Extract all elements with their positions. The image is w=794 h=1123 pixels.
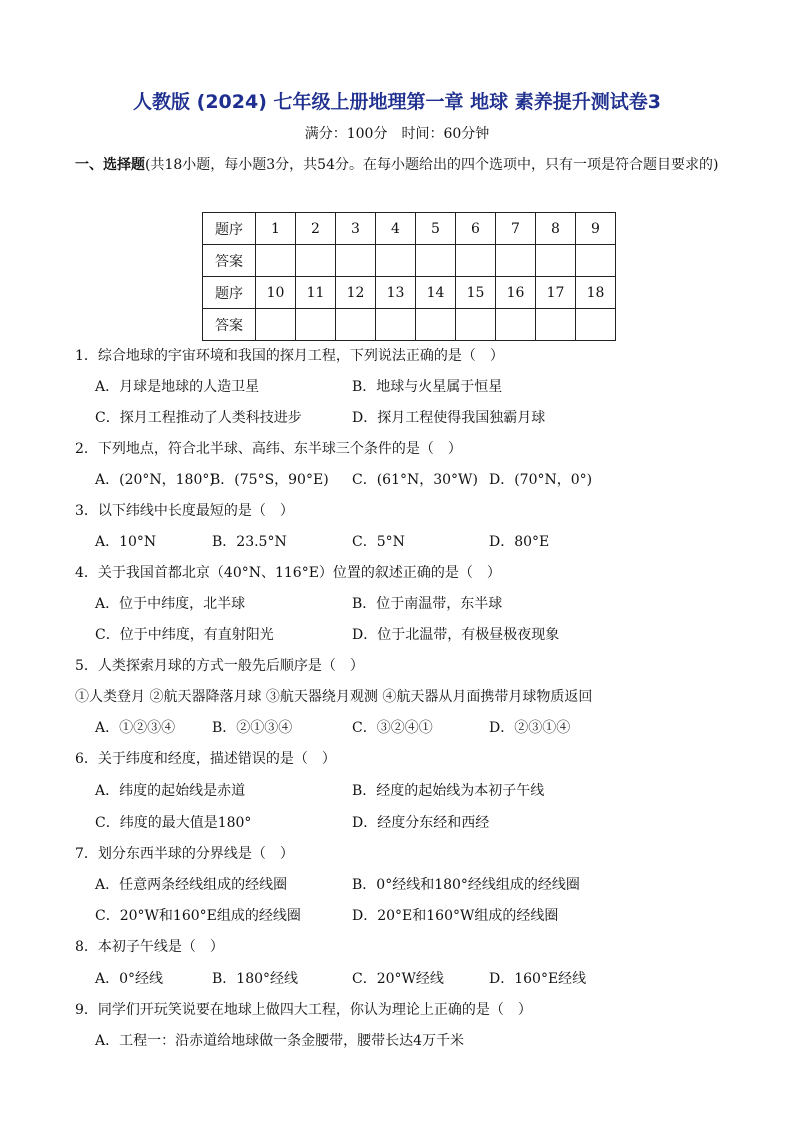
section-heading: 一、选择题 bbox=[75, 157, 145, 173]
question-stem: 9．同学们开玩笑说要在地球上做四大工程，你认为理论上正确的是（ ） bbox=[75, 1002, 532, 1018]
question-stem: 2．下列地点，符合北半球、高纬、东半球三个条件的是（ ） bbox=[75, 441, 462, 457]
table-cell: 7 bbox=[496, 213, 536, 245]
table-cell: 18 bbox=[576, 277, 616, 309]
table-cell: 16 bbox=[496, 277, 536, 309]
question-stem: 8．本初子午线是（ ） bbox=[75, 939, 224, 955]
option-b: B．②①③④ bbox=[212, 720, 293, 736]
option-d: D．位于北温带，有极昼极夜现象 bbox=[352, 627, 560, 643]
table-cell: 13 bbox=[376, 277, 416, 309]
option-a: A．工程一：沿赤道给地球做一条金腰带，腰带长达4万千米 bbox=[95, 1033, 465, 1049]
option-b: B．位于南温带，东半球 bbox=[352, 596, 503, 612]
option-a: A．位于中纬度，北半球 bbox=[95, 596, 246, 612]
table-cell: 1 bbox=[256, 213, 296, 245]
option-b: B．180°经线 bbox=[212, 971, 299, 987]
answer-cell[interactable] bbox=[296, 245, 336, 277]
option-c: C．③②④① bbox=[352, 720, 433, 736]
option-d: D．经度分东经和西经 bbox=[352, 815, 490, 831]
table-cell: 9 bbox=[576, 213, 616, 245]
option-b: B．(75°S，90°E) bbox=[210, 472, 329, 488]
answer-cell[interactable] bbox=[336, 309, 376, 341]
answer-cell[interactable] bbox=[536, 309, 576, 341]
option-a: A．10°N bbox=[95, 534, 157, 550]
option-c: C．(61°N，30°W) bbox=[352, 472, 478, 488]
option-b: B．经度的起始线为本初子午线 bbox=[352, 783, 545, 799]
option-b: B．0°经线和180°经线组成的经线圈 bbox=[352, 877, 580, 893]
question-stem: 4．关于我国首都北京（40°N、116°E）位置的叙述正确的是（ ） bbox=[75, 565, 501, 581]
answer-cell[interactable] bbox=[496, 245, 536, 277]
option-a: A．纬度的起始线是赤道 bbox=[95, 783, 246, 799]
option-d: D．80°E bbox=[489, 534, 550, 550]
answer-table bbox=[202, 212, 616, 341]
page-title: 人教版 (2024) 七年级上册地理第一章 地球 素养提升测试卷3 bbox=[133, 91, 661, 113]
answer-cell[interactable] bbox=[336, 245, 376, 277]
table-cell: 17 bbox=[536, 277, 576, 309]
option-a: A．(20°N，180°) bbox=[95, 472, 215, 488]
table-cell: 10 bbox=[256, 277, 296, 309]
option-c: C．探月工程推动了人类科技进步 bbox=[95, 410, 302, 426]
table-cell: 6 bbox=[456, 213, 496, 245]
table-header-cell: 答案 bbox=[203, 245, 256, 277]
exam-info: 满分：100分 时间：60分钟 bbox=[304, 126, 490, 142]
option-c: C．位于中纬度，有直射阳光 bbox=[95, 627, 274, 643]
table-header-cell: 答案 bbox=[203, 309, 256, 341]
table-cell: 14 bbox=[416, 277, 456, 309]
table-row bbox=[203, 213, 616, 245]
table-cell: 2 bbox=[296, 213, 336, 245]
table-header-cell: 题序 bbox=[203, 277, 256, 309]
table-cell: 12 bbox=[336, 277, 376, 309]
option-d: D．20°E和160°W组成的经线圈 bbox=[352, 908, 559, 924]
table-cell: 8 bbox=[536, 213, 576, 245]
table-header-cell: 题序 bbox=[203, 213, 256, 245]
option-a: A．任意两条经线组成的经线圈 bbox=[95, 877, 288, 893]
table-cell: 3 bbox=[336, 213, 376, 245]
option-d: D．160°E经线 bbox=[489, 971, 587, 987]
table-row bbox=[203, 309, 616, 341]
answer-cell[interactable] bbox=[576, 245, 616, 277]
question-statements: ①人类登月 ②航天器降落月球 ③航天器绕月观测 ④航天器从月面携带月球物质返回 bbox=[75, 689, 593, 705]
option-a: A．月球是地球的人造卫星 bbox=[95, 379, 260, 395]
table-cell: 11 bbox=[296, 277, 336, 309]
option-d: D．②③①④ bbox=[489, 720, 571, 736]
option-c: C．20°W经线 bbox=[352, 971, 444, 987]
answer-cell[interactable] bbox=[376, 245, 416, 277]
option-a: A．①②③④ bbox=[95, 720, 176, 736]
answer-cell[interactable] bbox=[496, 309, 536, 341]
option-b: B．地球与火星属于恒星 bbox=[352, 379, 503, 395]
answer-cell[interactable] bbox=[256, 245, 296, 277]
answer-cell[interactable] bbox=[376, 309, 416, 341]
option-a: A．0°经线 bbox=[95, 971, 164, 987]
section-instructions bbox=[75, 150, 725, 181]
option-d: D．(70°N，0°) bbox=[489, 472, 593, 488]
answer-cell[interactable] bbox=[296, 309, 336, 341]
question-stem: 3．以下纬线中长度最短的是（ ） bbox=[75, 503, 294, 519]
table-cell: 5 bbox=[416, 213, 456, 245]
answer-cell[interactable] bbox=[416, 309, 456, 341]
option-c: C．20°W和160°E组成的经线圈 bbox=[95, 908, 301, 924]
table-cell: 15 bbox=[456, 277, 496, 309]
question-stem: 5．人类探索月球的方式一般先后顺序是（ ） bbox=[75, 658, 364, 674]
option-b: B．23.5°N bbox=[212, 534, 287, 550]
question-stem: 1．综合地球的宇宙环境和我国的探月工程，下列说法正确的是（ ） bbox=[75, 348, 504, 364]
table-cell: 4 bbox=[376, 213, 416, 245]
question-stem: 6．关于纬度和经度，描述错误的是（ ） bbox=[75, 751, 336, 767]
section-text: (共18小题，每小题3分，共54分。在每小题给出的四个选项中，只有一项是符合题目要求的) bbox=[145, 157, 719, 173]
answer-cell[interactable] bbox=[416, 245, 456, 277]
option-d: D．探月工程使得我国独霸月球 bbox=[352, 410, 546, 426]
answer-cell[interactable] bbox=[456, 309, 496, 341]
option-c: C．5°N bbox=[352, 534, 405, 550]
answer-cell[interactable] bbox=[576, 309, 616, 341]
option-c: C．纬度的最大值是180° bbox=[95, 815, 252, 831]
answer-cell[interactable] bbox=[536, 245, 576, 277]
table-row bbox=[203, 277, 616, 309]
answer-cell[interactable] bbox=[456, 245, 496, 277]
question-stem: 7．划分东西半球的分界线是（ ） bbox=[75, 846, 294, 862]
answer-cell[interactable] bbox=[256, 309, 296, 341]
table-row bbox=[203, 245, 616, 277]
